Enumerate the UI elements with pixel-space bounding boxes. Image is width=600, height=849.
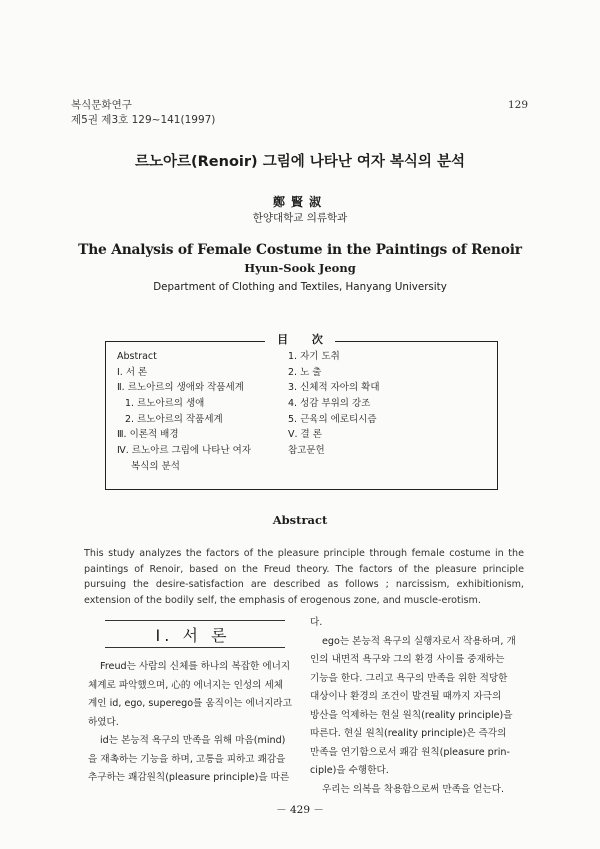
author-english: Hyun-Sook Jeong	[244, 261, 356, 275]
title-english: The Analysis of Female Costume in the Paintings of Renoir	[78, 242, 522, 258]
page-footer-number: － 429 －	[276, 804, 324, 816]
section-rule-bottom	[105, 647, 285, 648]
affiliation-korean: 한양대학교 의류학과	[252, 212, 348, 224]
title-korean: 르노아르(Renoir) 그림에 나타난 여자 복식의 분석	[134, 154, 466, 170]
body-column-right	[310, 614, 530, 799]
toc-item: Ⅰ. 서 론	[117, 366, 148, 378]
body-line: 따른다. 현실 원칙(reality principle)은 즉각의	[310, 728, 507, 739]
toc-item: 참고문헌	[288, 445, 325, 457]
section-heading-introduction: Ⅰ. 서 론	[155, 626, 231, 645]
body-line: 만족을 연기함으로서 쾌감 원칙(pleasure prin-	[310, 746, 510, 758]
body-line: Freud는 사람의 신체를 하나의 복잡한 에너지	[100, 661, 291, 672]
toc-item: 1. 르노아르의 생애	[125, 398, 205, 410]
body-line: 하였다.	[88, 716, 119, 728]
toc-item: 2. 노 출	[288, 366, 322, 378]
page-number: 129	[508, 99, 529, 111]
toc-item: 2. 르노아르의 작품세계	[125, 413, 223, 425]
journal-name: 복식문화연구	[71, 99, 132, 111]
body-line: 체계로 파악했으며, 心的 에너지는 인성의 세체	[88, 679, 284, 691]
body-line: id는 본능적 욕구의 만족을 위해 마음(mind)	[100, 735, 286, 746]
toc-item: Ⅴ. 결 론	[288, 429, 322, 441]
body-line: 방산을 억제하는 현실 원칙(reality principle)을	[310, 709, 513, 721]
toc-item: Ⅳ. 르노아르 그림에 나타난 여자	[117, 445, 251, 457]
body-line: 다.	[310, 617, 323, 628]
volume-info: 제5권 제3호 129~141(1997)	[71, 114, 216, 126]
toc-left-column	[117, 349, 251, 475]
abstract-heading: Abstract	[272, 513, 328, 527]
body-column-left	[88, 658, 298, 788]
body-line: 기능을 한다. 그리고 욕구의 만족을 위한 적당한	[310, 672, 508, 684]
toc-heading: 目 次	[265, 331, 335, 347]
toc-item: 3. 신체적 자아의 확대	[288, 382, 380, 394]
body-line: 우리는 의복을 착용함으로써 만족을 얻는다.	[322, 783, 505, 795]
toc-item: 4. 성감 부위의 강조	[288, 398, 371, 410]
section-rule-top	[105, 620, 285, 621]
toc-item: Ⅱ. 르노아르의 생애와 작품세계	[117, 382, 244, 394]
toc-item: 1. 자기 도취	[288, 351, 340, 362]
journal-header	[71, 98, 215, 128]
toc-right-column	[288, 349, 380, 459]
toc-item: Ⅲ. 이론적 배경	[117, 429, 179, 441]
body-line: 인의 내면적 욕구와 그의 환경 사이를 중재하는	[310, 654, 505, 665]
body-line: ciple)을 수행한다.	[310, 765, 389, 776]
toc-item: 복식의 분석	[131, 460, 180, 472]
author-korean: 鄭賢淑	[272, 195, 327, 209]
body-line: ego는 본능적 욕구의 실행자로서 작용하며, 개	[322, 635, 516, 647]
toc-item: 5. 근육의 에로티시즘	[288, 413, 377, 425]
affiliation-english: Department of Clothing and Textiles, Hanyang University	[153, 281, 447, 293]
toc-item: Abstract	[117, 351, 157, 362]
body-line: 대상이나 환경의 조건이 발견될 때까지 자극의	[310, 691, 502, 702]
body-line: 을 재촉하는 기능을 하며, 고통을 피하고 쾌감을	[88, 753, 286, 765]
body-line: 추구하는 쾌감원칙(pleasure principle)을 따른	[88, 772, 290, 783]
body-line: 계인 id, ego, superego를 움직이는 에너지라고	[88, 698, 292, 709]
abstract-body: This study analyzes the factors of the pleasure principle through female costume in the paintings of Renoir, based on the Freud theory. The factors of the pleasure principle pursuing the desire-satisfaction are described as follows ; narcissism, exhibitionism, extension of the bodily self, the emphasis of erogenous zone, and muscle-erotism.	[84, 548, 524, 606]
